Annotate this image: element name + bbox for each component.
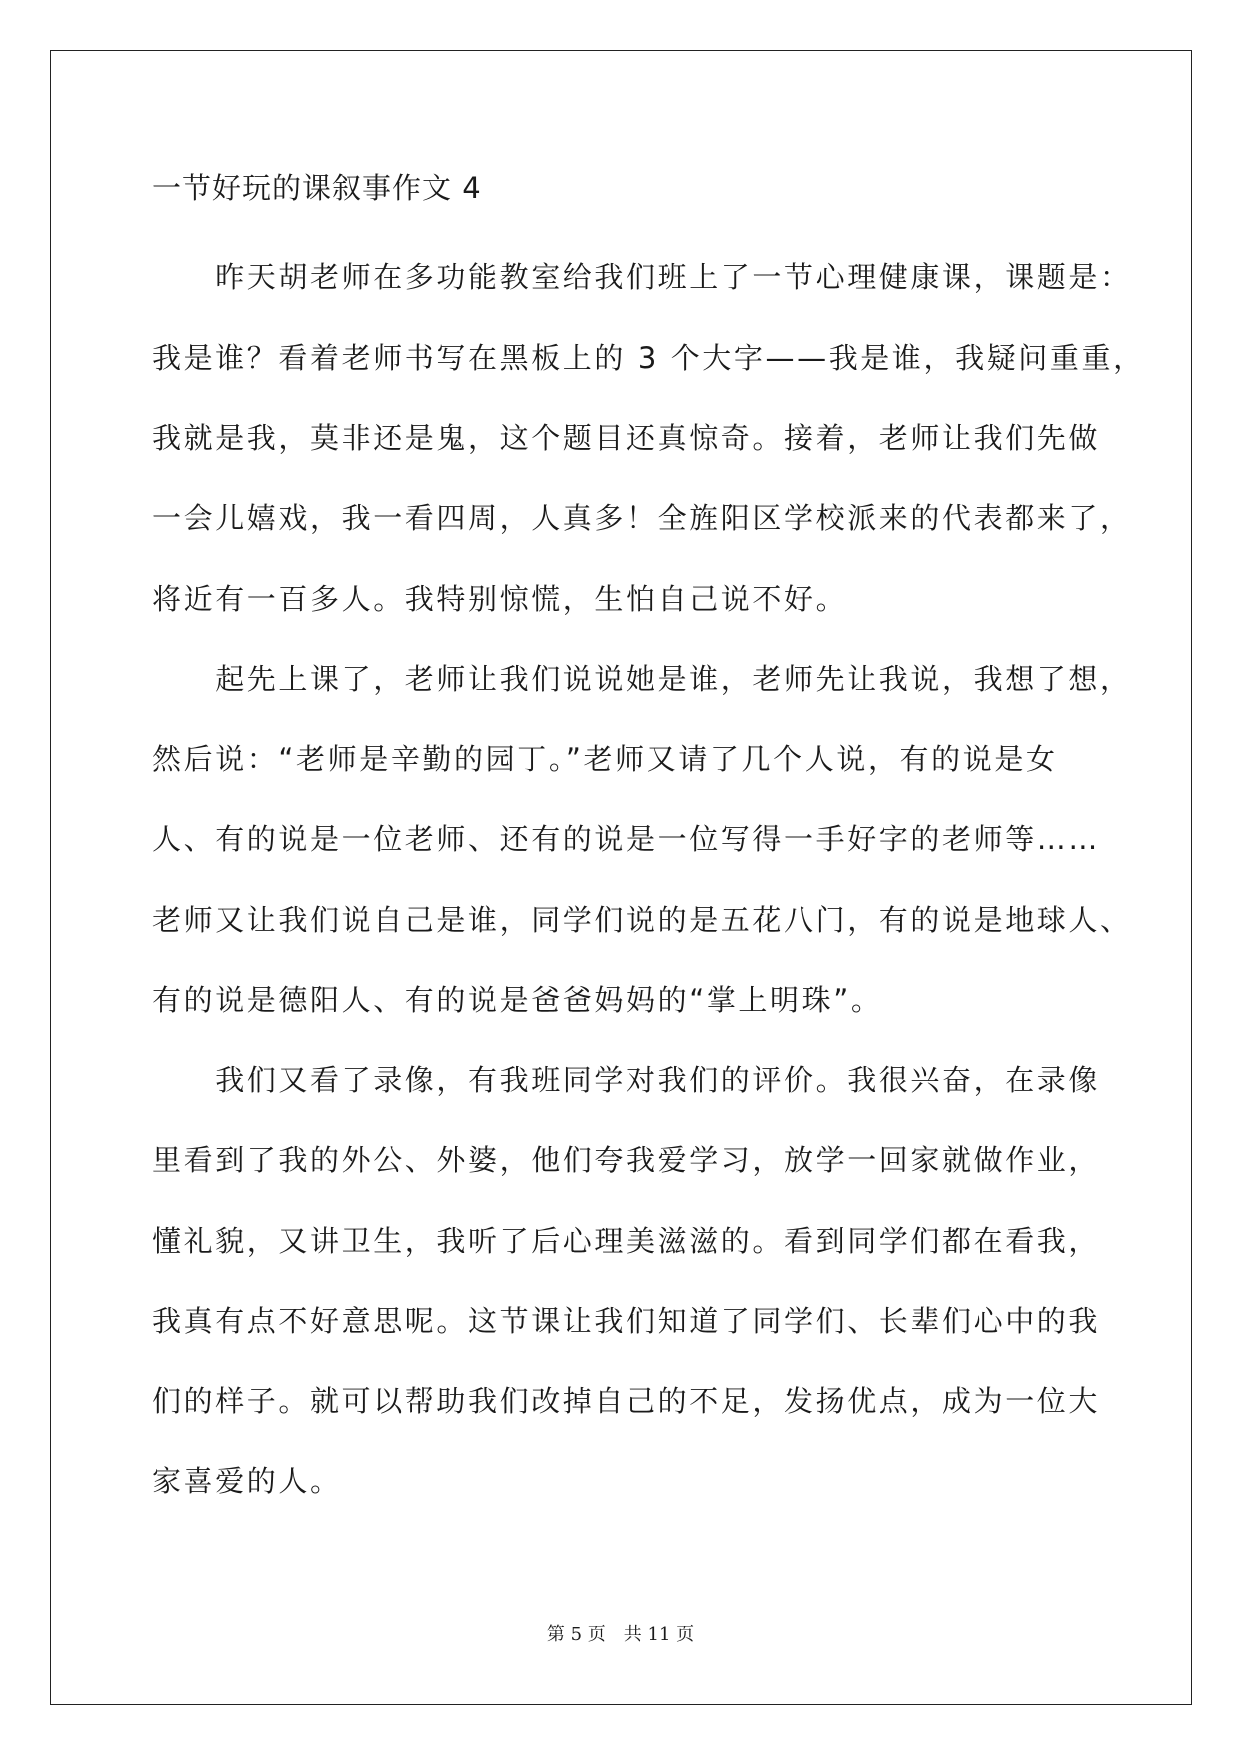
body-line-9: 老师又让我们说自己是谁，同学们说的是五花八门，有的说是地球人、: [152, 903, 1132, 937]
body-line-5: 将近有一百多人。我特别惊慌，生怕自己说不好。: [152, 582, 848, 616]
body-line-6: 起先上课了，老师让我们说说她是谁，老师先让我说，我想了想，: [152, 662, 1132, 696]
body-line-8: 人、有的说是一位老师、还有的说是一位写得一手好字的老师等……: [152, 822, 1101, 856]
body-line-3: 我就是我，莫非还是鬼，这个题目还真惊奇。接着，老师让我们先做: [152, 421, 1101, 455]
body-line-16: 家喜爱的人。: [152, 1464, 342, 1498]
body-line-13: 懂礼貌，又讲卫生，我听了后心理美滋滋的。看到同学们都在看我，: [152, 1224, 1101, 1258]
page-number-footer: 第 5 页 共 11 页: [546, 1624, 695, 1645]
body-line-11: 我们又看了录像，有我班同学对我们的评价。我很兴奋，在录像: [152, 1063, 1101, 1097]
body-line-15: 们的样子。就可以帮助我们改掉自己的不足，发扬优点，成为一位大: [152, 1384, 1101, 1418]
document-title: 一节好玩的课叙事作文 4: [152, 171, 482, 205]
body-line-7: 然后说：“老师是辛勤的园丁。”老师又请了几个人说，有的说是女: [152, 742, 1058, 776]
body-line-12: 里看到了我的外公、外婆，他们夸我爱学习，放学一回家就做作业，: [152, 1143, 1101, 1177]
page-border: [50, 50, 1192, 1705]
body-line-14: 我真有点不好意思呢。这节课让我们知道了同学们、长辈们心中的我: [152, 1304, 1101, 1338]
body-line-1: 昨天胡老师在多功能教室给我们班上了一节心理健康课，课题是：: [152, 260, 1132, 294]
body-line-10: 有的说是德阳人、有的说是爸爸妈妈的“掌上明珠”。: [152, 983, 883, 1017]
body-line-2: 我是谁？看着老师书写在黑板上的 3 个大字——我是谁，我疑问重重，: [152, 341, 1145, 375]
body-line-4: 一会儿嬉戏，我一看四周，人真多！全旌阳区学校派来的代表都来了，: [152, 501, 1132, 535]
